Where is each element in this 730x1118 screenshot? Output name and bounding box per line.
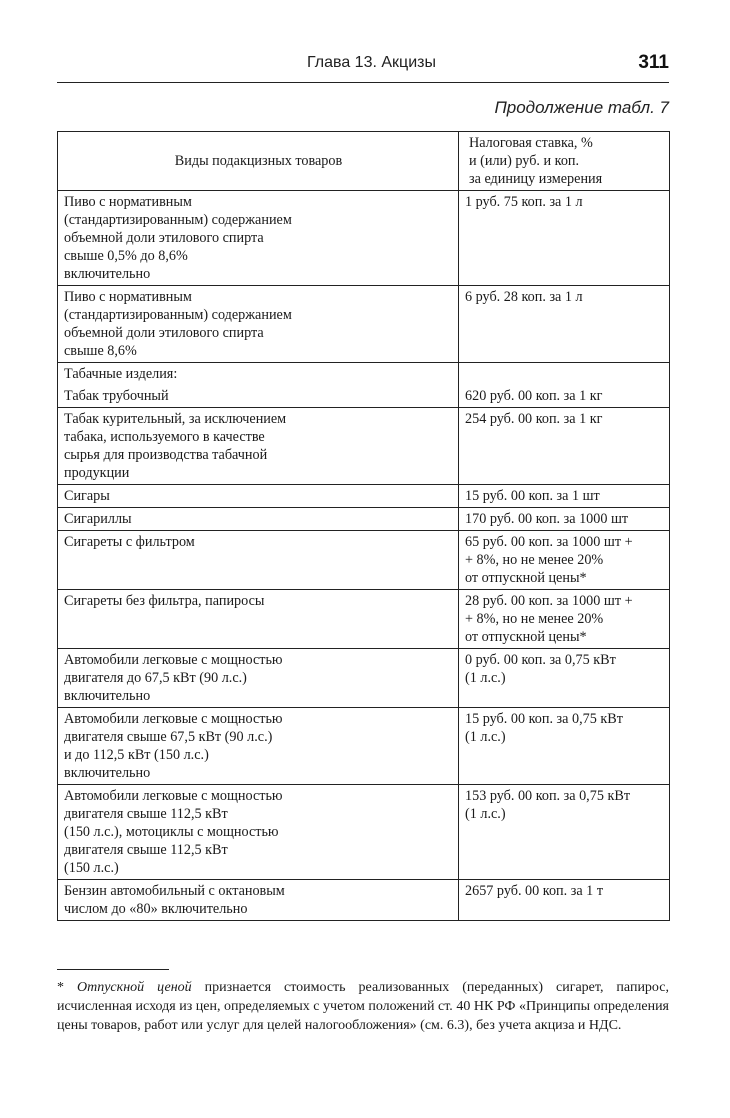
page-number: 311: [638, 52, 669, 73]
footnote-term: Отпускной ценой: [77, 980, 192, 995]
goods-line: Сигариллы: [64, 511, 132, 527]
rate-line: 153 руб. 00 коп. за 0,75 кВт: [465, 788, 631, 804]
rate-line: 170 руб. 00 коп. за 1000 шт: [465, 511, 629, 527]
goods-line: свыше 0,5% до 8,6%: [64, 248, 188, 264]
rate-header-line: Налоговая ставка, %: [469, 135, 593, 151]
goods-line: включительно: [64, 765, 151, 781]
goods-line: (150 л.с.), мотоциклы с мощностью: [64, 824, 279, 840]
table-body: [58, 191, 670, 921]
goods-cell: [58, 286, 459, 363]
table-continuation-label: Продолжение табл. 7: [494, 98, 669, 117]
goods-line: Пиво с нормативным: [64, 194, 192, 210]
rate-cell: [459, 590, 670, 649]
chapter-title: Глава 13. Акцизы: [307, 54, 436, 71]
excise-rates-table: [57, 131, 670, 921]
rate-line: (1 л.с.): [465, 670, 506, 686]
goods-column-header: Виды подакцизных товаров: [58, 132, 459, 191]
table-row: [58, 363, 670, 408]
goods-cell: [58, 708, 459, 785]
goods-line: числом до «80» включительно: [64, 901, 248, 917]
rate-line: (1 л.с.): [465, 806, 506, 822]
rate-cell: [459, 191, 670, 286]
goods-line: двигателя свыше 112,5 кВт: [64, 806, 228, 822]
rate-header-line: и (или) руб. и коп.: [469, 153, 580, 169]
rate-line: 15 руб. 00 коп. за 1 шт: [465, 488, 600, 504]
goods-cell: [58, 590, 459, 649]
goods-line: Табак трубочный: [64, 388, 169, 404]
table-row: [58, 880, 670, 921]
rate-cell: [459, 286, 670, 363]
rate-cell: [459, 708, 670, 785]
footnote-marker: *: [57, 980, 77, 995]
table-row: [58, 508, 670, 531]
rate-cell: [459, 508, 670, 531]
goods-line: объемной доли этилового спирта: [64, 325, 264, 341]
goods-line: двигателя свыше 67,5 кВт (90 л.с.): [64, 729, 273, 745]
table-row: [58, 531, 670, 590]
goods-line: Сигареты с фильтром: [64, 534, 195, 550]
table-row: [58, 785, 670, 880]
rate-cell: [459, 408, 670, 485]
goods-line: (стандартизированным) содержанием: [64, 307, 292, 323]
rate-line: 28 руб. 00 коп. за 1000 шт +: [465, 593, 633, 609]
goods-line: Табак курительный, за исключением: [64, 411, 287, 427]
rate-line: + 8%, но не менее 20%: [465, 611, 604, 627]
rate-line: 0 руб. 00 коп. за 0,75 кВт: [465, 652, 616, 668]
table-row: [58, 191, 670, 286]
table-row: [58, 649, 670, 708]
table-row: [58, 708, 670, 785]
goods-line: свыше 8,6%: [64, 343, 137, 359]
table-row: [58, 286, 670, 363]
goods-line: Автомобили легковые с мощностью: [64, 788, 283, 804]
rate-cell: [459, 485, 670, 508]
goods-line: объемной доли этилового спирта: [64, 230, 264, 246]
footnote: [57, 978, 669, 1035]
goods-line: Автомобили легковые с мощностью: [64, 652, 283, 668]
goods-line: включительно: [64, 266, 151, 282]
goods-cell: [58, 880, 459, 921]
rate-line: [465, 365, 664, 383]
rate-column-header: [459, 132, 670, 191]
rate-line: 15 руб. 00 коп. за 0,75 кВт: [465, 711, 623, 727]
rate-line: (1 л.с.): [465, 729, 506, 745]
goods-line: включительно: [64, 688, 151, 704]
table-row: [58, 408, 670, 485]
goods-line: Бензин автомобильный с октановым: [64, 883, 285, 899]
goods-line: Пиво с нормативным: [64, 289, 192, 305]
footnote-separator: [57, 969, 169, 970]
goods-line: двигателя свыше 112,5 кВт: [64, 842, 228, 858]
rate-line: 65 руб. 00 коп. за 1000 шт +: [465, 534, 633, 550]
goods-cell: [58, 649, 459, 708]
table-header-row: [58, 132, 670, 191]
goods-line: двигателя до 67,5 кВт (90 л.с.): [64, 670, 247, 686]
rate-line: 620 руб. 00 коп. за 1 кг: [465, 388, 603, 404]
goods-cell: [58, 531, 459, 590]
rate-line: от отпускной цены*: [465, 629, 587, 645]
rate-cell: [459, 531, 670, 590]
footnote-text: признается стоимость реализованных (переданных) сигарет, папирос, исчисленная исходя из цен, определяемых с учетом положений ст. 40 НК РФ «Принципы определения цены товаров, работ или услуг для целей налогообложения» (см. 6.3), без учета акциза и НДС.: [57, 980, 669, 1033]
rate-line: 1 руб. 75 коп. за 1 л: [465, 194, 583, 210]
goods-cell: [58, 508, 459, 531]
page-header: [57, 52, 669, 83]
goods-line: (150 л.с.): [64, 860, 119, 876]
rate-cell: [459, 785, 670, 880]
rate-line: + 8%, но не менее 20%: [465, 552, 604, 568]
rate-line: 2657 руб. 00 коп. за 1 т: [465, 883, 604, 899]
goods-cell: [58, 363, 459, 408]
goods-line: Сигары: [64, 488, 110, 504]
rate-header-line: за единицу измерения: [469, 171, 603, 187]
goods-line: продукции: [64, 465, 130, 481]
goods-line: сырья для производства табачной: [64, 447, 268, 463]
table-row: [58, 590, 670, 649]
goods-cell: [58, 485, 459, 508]
rate-line: 6 руб. 28 коп. за 1 л: [465, 289, 583, 305]
goods-cell: [58, 785, 459, 880]
goods-line: и до 112,5 кВт (150 л.с.): [64, 747, 209, 763]
goods-line: табака, используемого в качестве: [64, 429, 265, 445]
table-row: [58, 485, 670, 508]
goods-line: Автомобили легковые с мощностью: [64, 711, 283, 727]
goods-line: (стандартизированным) содержанием: [64, 212, 292, 228]
rate-line: от отпускной цены*: [465, 570, 587, 586]
goods-line: Сигареты без фильтра, папиросы: [64, 593, 265, 609]
goods-cell: [58, 408, 459, 485]
goods-cell: [58, 191, 459, 286]
rate-cell: [459, 880, 670, 921]
rate-line: 254 руб. 00 коп. за 1 кг: [465, 411, 603, 427]
goods-line: Табачные изделия:: [64, 366, 178, 382]
rate-cell: [459, 649, 670, 708]
rate-cell: [459, 363, 670, 408]
